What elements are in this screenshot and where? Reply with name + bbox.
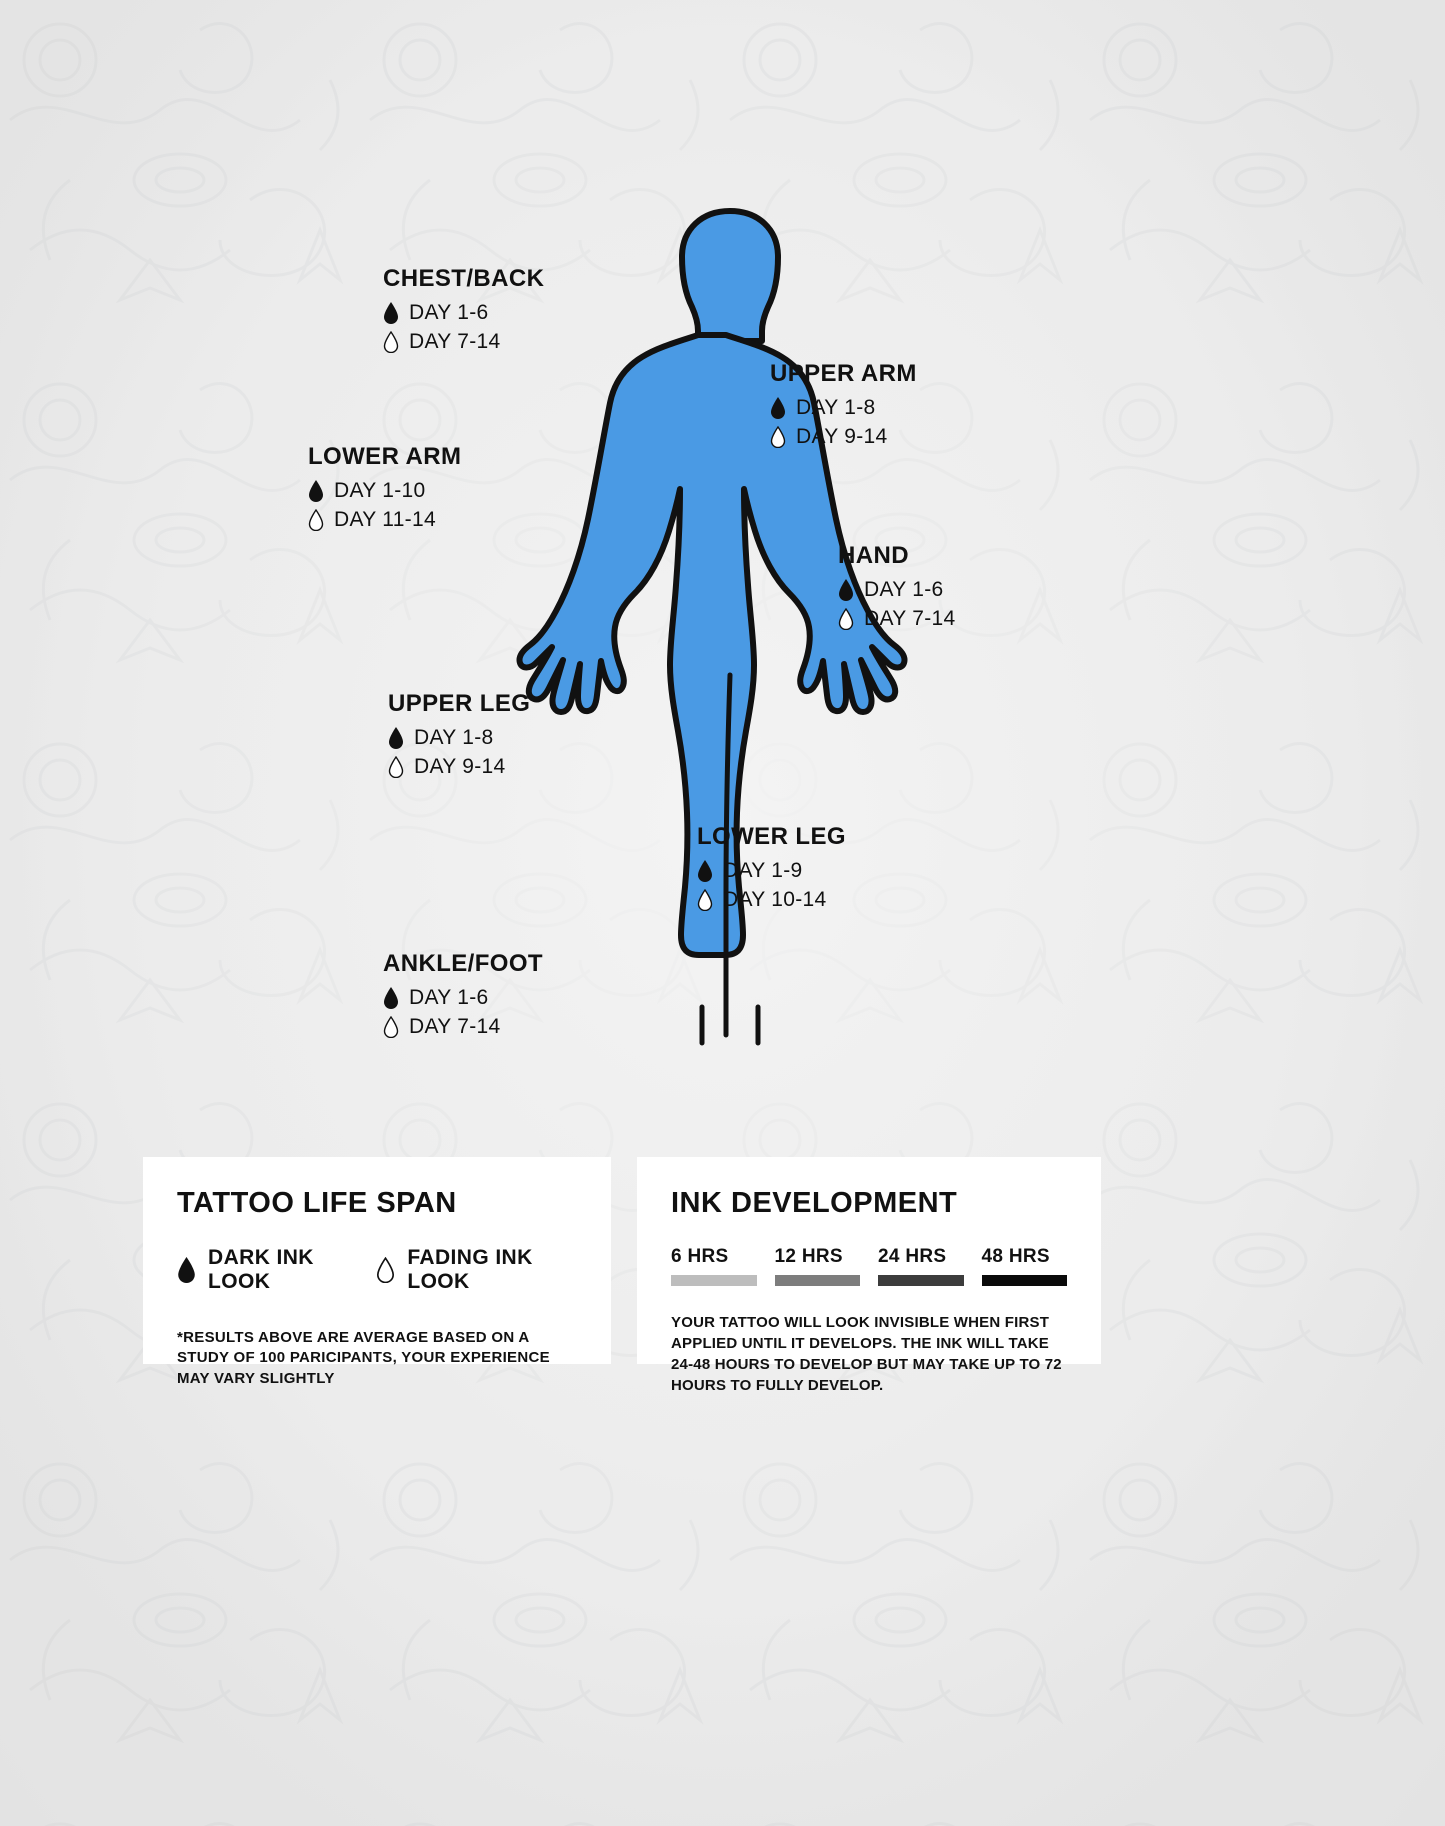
- legend-label: FADING INK LOOK: [407, 1246, 533, 1293]
- legend: [177, 1246, 577, 1294]
- callout-value: DAY 9-14: [414, 755, 506, 778]
- callout-hand: [838, 542, 956, 636]
- callout-title: ANKLE/FOOT: [383, 950, 543, 977]
- dark-drop-icon: [770, 397, 786, 419]
- callout-row: [383, 986, 543, 1010]
- light-drop-icon: [697, 889, 713, 911]
- callout-lower-arm: [308, 443, 461, 537]
- light-drop-icon: [308, 509, 324, 531]
- callout-title: UPPER ARM: [770, 360, 917, 387]
- callout-row: [308, 479, 461, 503]
- ink-bar-fill: [982, 1275, 1068, 1286]
- tattoo-life-span-panel: [143, 1157, 611, 1387]
- callout-chest-back: [383, 265, 544, 359]
- callout-row: [697, 888, 846, 912]
- callout-value: DAY 1-8: [796, 396, 876, 419]
- callout-row: [697, 859, 846, 883]
- ink-bar-label: 6 HRS: [671, 1246, 729, 1267]
- callout-row: [770, 425, 917, 449]
- light-drop-icon: [383, 331, 399, 353]
- ink-development-bars: [671, 1246, 1067, 1286]
- ink-bar-label: 24 HRS: [878, 1246, 947, 1267]
- callout-row: [388, 726, 530, 750]
- callout-value: DAY 7-14: [864, 607, 956, 630]
- callout-row: [383, 330, 544, 354]
- callout-value: DAY 1-10: [334, 479, 426, 502]
- callout-value: DAY 7-14: [409, 330, 501, 353]
- callout-title: LOWER LEG: [697, 823, 846, 850]
- callout-value: DAY 1-6: [864, 578, 944, 601]
- callout-lower-leg: [697, 823, 846, 917]
- ink-bar-fill: [775, 1275, 861, 1286]
- callout-row: [308, 508, 461, 532]
- dark-drop-icon: [838, 579, 854, 601]
- light-drop-icon: [376, 1257, 395, 1283]
- legend-label: DARK INK LOOK: [208, 1246, 314, 1293]
- callout-title: UPPER LEG: [388, 690, 531, 717]
- callout-value: DAY 1-6: [409, 986, 489, 1009]
- callout-row: [388, 755, 530, 779]
- dark-drop-icon: [177, 1257, 196, 1283]
- ink-bar-12hrs: [775, 1246, 861, 1286]
- legend-item-fading-ink: [376, 1246, 553, 1294]
- callout-title: HAND: [838, 542, 909, 569]
- callout-upper-arm: [770, 360, 917, 454]
- light-drop-icon: [838, 608, 854, 630]
- callout-value: DAY 1-9: [723, 859, 803, 882]
- panel-title: TATTOO LIFE SPAN: [177, 1187, 457, 1219]
- callout-value: DAY 1-8: [414, 726, 494, 749]
- callout-ankle-foot: [383, 950, 543, 1044]
- ink-bar-label: 12 HRS: [774, 1246, 843, 1267]
- ink-development-panel: [637, 1157, 1101, 1394]
- callout-row: [383, 1015, 543, 1039]
- dark-drop-icon: [383, 987, 399, 1009]
- callout-row: [383, 301, 544, 325]
- callout-value: DAY 10-14: [723, 888, 827, 911]
- ink-bar-label: 48 HRS: [981, 1246, 1050, 1267]
- ink-bar-48hrs: [982, 1246, 1068, 1286]
- legend-item-dark-ink: [177, 1246, 338, 1294]
- light-drop-icon: [383, 1016, 399, 1038]
- ink-bar-6hrs: [671, 1246, 757, 1286]
- callout-row: [770, 396, 917, 420]
- callout-upper-leg: [388, 690, 530, 784]
- ink-bar-24hrs: [878, 1246, 964, 1286]
- dark-drop-icon: [308, 480, 324, 502]
- dark-drop-icon: [383, 302, 399, 324]
- callout-title: LOWER ARM: [308, 443, 462, 470]
- ink-bar-fill: [671, 1275, 757, 1286]
- callout-row: [838, 607, 956, 631]
- callout-row: [838, 578, 956, 602]
- ink-development-note: YOUR TATTOO WILL LOOK INVISIBLE WHEN FIRST APPLIED UNTIL IT DEVELOPS. THE INK WILL TAKE 24-48 HOURS TO DEVELOP BUT MAY TAKE UP TO 72 HOURS TO FULLY DEVELOP.: [671, 1314, 1062, 1394]
- callout-title: CHEST/BACK: [383, 265, 545, 292]
- dark-drop-icon: [388, 727, 404, 749]
- dark-drop-icon: [697, 860, 713, 882]
- ink-bar-fill: [878, 1275, 964, 1286]
- light-drop-icon: [388, 756, 404, 778]
- callout-value: DAY 11-14: [334, 508, 436, 531]
- callout-value: DAY 1-6: [409, 301, 489, 324]
- light-drop-icon: [770, 426, 786, 448]
- callout-value: DAY 9-14: [796, 425, 888, 448]
- footnote: *RESULTS ABOVE ARE AVERAGE BASED ON A STUDY OF 100 PARICIPANTS, YOUR EXPERIENCE MAY VARY SLIGHTLY: [177, 1329, 550, 1387]
- panel-title: INK DEVELOPMENT: [671, 1187, 958, 1219]
- callout-value: DAY 7-14: [409, 1015, 501, 1038]
